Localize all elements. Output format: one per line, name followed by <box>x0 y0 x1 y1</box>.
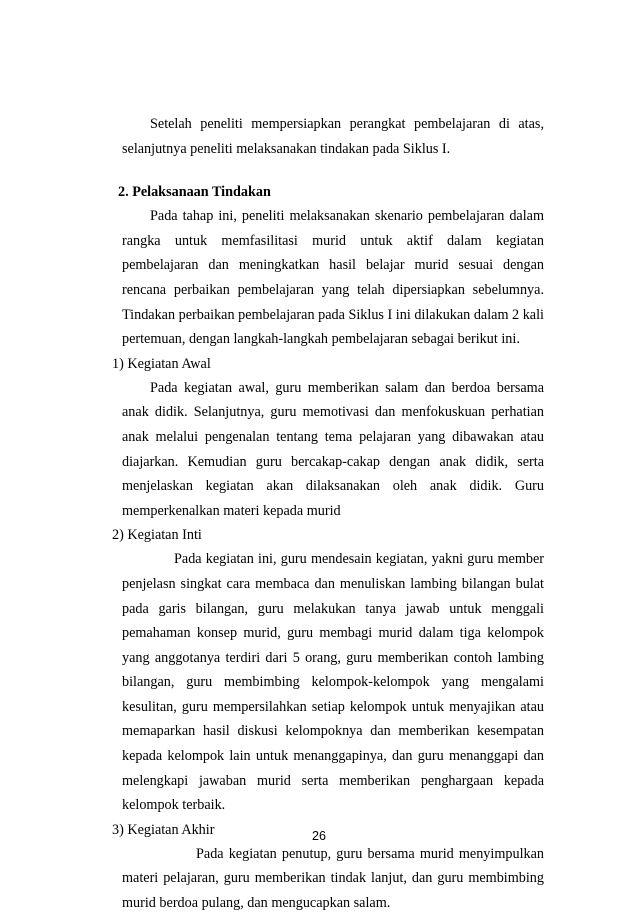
subsection-title-akhir: 3) Kegiatan Akhir <box>112 821 215 838</box>
page-number: 26 <box>312 829 326 843</box>
section-paragraph: Pada tahap ini, peneliti melaksanakan skenario pembelajaran dalam rangka untuk memfasilitasi murid untuk aktif dalam kegiatan pembelajaran dan meningkatkan hasil belajar murid sesuai dengan rencana perbaikan pembelajaran yang telah dipersiapkan sebelumnya. Tindakan perbaikan pembelajaran pada Siklus I ini dilakukan dalam 2 kali pertemuan, dengan langkah-langkah pembelajaran sebagai berikut ini. <box>122 208 544 348</box>
subsection-title-awal: 1) Kegiatan Awal <box>112 355 211 372</box>
intro-paragraph: Setelah peneliti mempersiapkan perangkat pembelajaran di atas, selanjutnya peneliti melaksanakan tindakan pada Siklus I. <box>122 116 544 157</box>
subsection-title-inti: 2) Kegiatan Inti <box>112 527 202 544</box>
page-content <box>112 112 544 916</box>
subsection-text-awal: Pada kegiatan awal, guru memberikan salam dan berdoa bersama anak didik. Selanjutnya, guru memotivasi dan menfokuskuan perhatian anak melalui pengenalan tentang tema pelajaran yang dibawakan atau diajarkan. Kemudian guru bercakap-cakap dengan anak didik, serta menjelaskan kegiatan akan dilaksanakan oleh anak didik. Guru memperkenalkan materi kepada murid <box>122 379 544 519</box>
section-heading: 2. Pelaksanaan Tindakan <box>118 184 271 201</box>
subsection-text-akhir: Pada kegiatan penutup, guru bersama murid menyimpulkan materi pelajaran, guru memberikan tindak lanjut, dan guru membimbing murid berdoa pulang, dan mengucapkan salam. <box>122 845 544 912</box>
subsection-text-inti: Pada kegiatan ini, guru mendesain kegiatan, yakni guru member penjelasn singkat cara membaca dan menuliskan lambing bilangan bulat pada garis bilangan, guru melakukan tanya jawab untuk menggali pemahaman konsep murid, guru membagi murid dalam tiga kelompok yang anggotanya terdiri dari 5 orang, guru memberikan contoh lambing bilangan, guru membimbing kelompok-kelompok yang mengalami kesulitan, guru mempersilahkan setiap kelompok untuk menyajikan atau memaparkan hasil diskusi kelompoknya dan memberikan kesempatan kepada kelompok lain untuk menanggapinya, dan guru menanggapi dan melengkapi jawaban murid serta memberikan penghargaan kepada kelompok terbaik. <box>122 551 544 814</box>
